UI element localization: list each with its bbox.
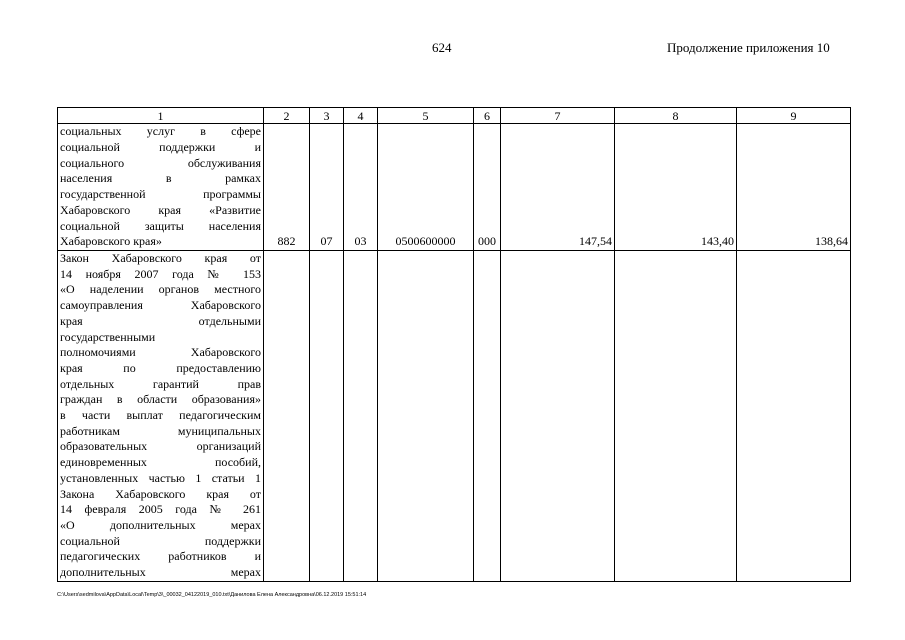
description-line: социального обслуживания: [60, 155, 261, 170]
description-line: в части выплат педагогическим: [60, 408, 261, 423]
description-line: отдельных гарантий прав: [60, 376, 261, 391]
column-header: 1: [58, 108, 264, 124]
column-header: 8: [615, 108, 737, 124]
amount-cell: 147,54: [501, 124, 615, 251]
description-line: работникам муниципальных: [60, 423, 261, 438]
description-line: Хабаровского края»: [60, 234, 162, 249]
row-description: [58, 124, 264, 251]
admin-code-cell: 882: [264, 124, 310, 251]
column-header: 9: [737, 108, 851, 124]
column-header: 3: [310, 108, 344, 124]
column-header: 7: [501, 108, 615, 124]
empty-cell: [474, 251, 501, 582]
amount-cell: 143,40: [615, 124, 737, 251]
page-number: 624: [432, 40, 452, 55]
section-cell: 07: [310, 124, 344, 251]
subsection-cell: 03: [344, 124, 378, 251]
empty-cell: [501, 251, 615, 582]
description-line: единовременных пособий,: [60, 455, 261, 470]
description-line: установленных частью 1 статьи 1: [60, 470, 261, 485]
description-line: 14 ноября 2007 года № 153: [60, 266, 261, 281]
description-line: «О дополнительных мерах: [60, 517, 261, 532]
file-path-footer: C:\Users\sedmilova\AppData\Local\Temp\3\_00032_04122019_010.txt\Данилова Елена Александровна\06.12.2019 15:51:14: [57, 592, 367, 598]
description-line: Закона Хабаровского края от: [60, 486, 261, 501]
empty-cell: [264, 251, 310, 582]
table-row: [58, 124, 851, 251]
description-line: 14 февраля 2005 года № 261: [60, 502, 261, 517]
description-line: «О наделении органов местного: [60, 282, 261, 297]
description-line: социальной защиты населения: [60, 218, 261, 233]
target-article-cell: 0500600000: [378, 124, 474, 251]
appendix-label: Продолжение приложения 10: [667, 40, 830, 55]
description-line: края по предоставлению: [60, 360, 261, 375]
row-description: [58, 251, 264, 582]
description-line: дополнительных мерах: [60, 565, 261, 580]
budget-table: [57, 107, 851, 582]
expense-type-cell: 000: [474, 124, 501, 251]
description-line: образовательных организаций: [60, 439, 261, 454]
empty-cell: [615, 251, 737, 582]
description-line: полномочиями Хабаровского: [60, 345, 261, 360]
description-line: государственной программы: [60, 187, 261, 202]
column-header: 6: [474, 108, 501, 124]
amount-cell: 138,64: [737, 124, 851, 251]
description-line: социальной поддержки и: [60, 140, 261, 155]
empty-cell: [378, 251, 474, 582]
description-line: граждан в области образования»: [60, 392, 261, 407]
description-line: педагогических работников и: [60, 549, 261, 564]
column-header-row: [58, 108, 851, 124]
empty-cell: [310, 251, 344, 582]
description-line: социальной поддержки: [60, 533, 261, 548]
empty-cell: [344, 251, 378, 582]
description-line: Хабаровского края «Развитие: [60, 202, 261, 217]
table-row: [58, 251, 851, 582]
description-line: государственными: [60, 329, 156, 344]
description-line: края отдельными: [60, 313, 261, 328]
description-line: населения в рамках: [60, 171, 261, 186]
description-line: Закон Хабаровского края от: [60, 251, 261, 265]
empty-cell: [737, 251, 851, 582]
description-line: самоуправления Хабаровского: [60, 298, 261, 313]
column-header: 5: [378, 108, 474, 124]
column-header: 2: [264, 108, 310, 124]
column-header: 4: [344, 108, 378, 124]
description-line: социальных услуг в сфере: [60, 124, 261, 139]
